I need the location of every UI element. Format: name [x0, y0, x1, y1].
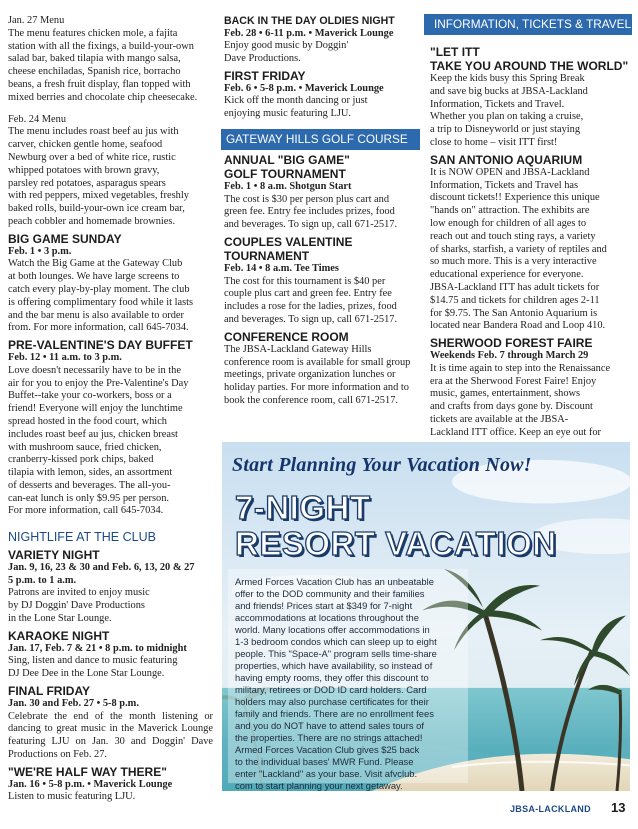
karaoke-night-title: KARAOKE NIGHT — [8, 628, 110, 643]
oldies-night-title: BACK IN THE DAY OLDIES NIGHT — [224, 15, 395, 27]
couples-valentine-meta: Feb. 14 • 8 a.m. Tee Times — [224, 262, 339, 274]
oldies-night-meta: Feb. 28 • 6-11 p.m. • Maverick Lounge — [224, 27, 394, 39]
big-game-golf-text: The cost is $30 per person plus cart and green fee. Entry fee includes prizes, food and beverages. To sign up, call 671-2517. — [224, 193, 398, 231]
half-way-meta: Jan. 16 • 5-8 p.m. • Maverick Lounge — [8, 778, 173, 790]
big-game-golf-meta: Feb. 1 • 8 a.m. Shotgun Start — [224, 180, 352, 192]
big-game-sunday-text: Watch the Big Game at the Gateway Club at both lounges. We have large screens to catch every play-by-play moment. The club is offering complimentary food while it lasts and the bar menu is also available to order from. For more information, call 645-7034. — [8, 258, 194, 334]
ad-title-line1: 7-NIGHT — [235, 489, 371, 526]
menu-jan27-text: The menu features chicken mole, a fajita station with all the fixings, a build-your-own salad bar, baked tilapia with mango salsa, cheese enchiladas, Spanish rice, borracho beans, a fresh fruit display, flan topped with mixed berries and chocolate chip cheesecake. — [8, 27, 198, 103]
pre-valentines-text: Love doesn't necessarily have to be in the air for you to enjoy the Pre-Valentine's Day Buffet--take your co-workers, boss or a friend! Everyone will enjoy the lunchtime spread hosted in the food court, which includes roast beef au jus, chicken breast with mushroom sauce, fried chicken, cranberry-kissed pork chips, baked tilapia with lemon, sides, an assortment of desserts and beverages. The all-you- can-eat lunch is only $9.95 per person. For more information, call 645-7034. — [8, 364, 189, 517]
variety-night-meta: Jan. 9, 16, 23 & 30 and Feb. 6, 13, 20 & 27 5 p.m. to 1 a.m. — [8, 562, 195, 586]
sherwood-faire-meta: Weekends Feb. 7 through March 29 — [430, 350, 589, 362]
golf-course-banner: GATEWAY HILLS GOLF COURSE — [221, 129, 420, 150]
menu-feb24-heading: Feb. 24 Menu — [8, 113, 67, 125]
let-itt-text: Keep the kids busy this Spring Break and save big bucks at JBSA-Lackland Information, Tickets and Travel. Whether you plan on taking a cruise, a trip to Disneyworld or just staying close to home – visit ITT first! — [430, 73, 588, 148]
half-way-title: "WE'RE HALF WAY THERE" — [8, 764, 167, 779]
karaoke-night-text: Sing, listen and dance to music featuring DJ Dee Dee in the Lone Star Lounge. — [8, 655, 178, 680]
conference-room-text: The JBSA-Lackland Gateway Hills conference room is available for small group meetings, private organization lunches or holiday parties. For more information and to book the conference room, call 671-2517. — [224, 343, 411, 406]
sherwood-faire-title: SHERWOOD FOREST FAIRE — [430, 336, 593, 351]
final-friday-meta: Jan. 30 and Feb. 27 • 5-8 p.m. — [8, 698, 139, 710]
first-friday-text: Kick off the month dancing or just enjoying music featuring LJU. — [224, 95, 368, 120]
half-way-text: Listen to music featuring LJU. — [8, 791, 136, 803]
column-dining-nightlife — [8, 15, 213, 804]
let-itt-title: "LET ITT TAKE YOU AROUND THE WORLD" — [430, 45, 629, 73]
column-golf — [224, 15, 420, 408]
aquarium-text: It is NOW OPEN and JBSA-Lackland Information, Tickets and Travel has discount tickets!! Experience this unique "hands on" attraction. The exhibits are low enough for children of all ages to reach out and touch sting rays, a variety of sharks, starfish, a variety of reptiles and so much more. This is a very interactive educational experience for everyone. JBSA-Lackland ITT has adult tickets for $14.75 and tickets for children ages 2-11 for $9.75. The San Antonio Aquarium is located near Bandera Road and Loop 410. — [430, 166, 607, 332]
first-friday-title: FIRST FRIDAY — [224, 68, 306, 83]
final-friday-text: Celebrate the end of the month listening or dancing to great music in the Maverick Lounge featuring LJU on Jan. 30 and Doggin' Dave Productions on Feb. 27. — [8, 710, 213, 761]
ad-tagline: Start Planning Your Vacation Now! — [232, 454, 532, 476]
vacation-club-ad — [222, 439, 630, 791]
menu-jan27-heading: Jan. 27 Menu — [8, 15, 65, 26]
info-tickets-travel-banner: INFORMATION, TICKETS & TRAVEL — [424, 14, 632, 35]
nightlife-section-title: NIGHTLIFE AT THE CLUB — [8, 530, 156, 545]
oldies-night-text: Enjoy good music by Doggin' Dave Productions. — [224, 40, 349, 64]
karaoke-night-meta: Jan. 17, Feb. 7 & 21 • 8 p.m. to midnight — [8, 642, 187, 654]
pre-valentines-title: PRE-VALENTINE'S DAY BUFFET — [8, 338, 193, 353]
variety-night-title: VARIETY NIGHT — [8, 548, 100, 563]
aquarium-title: SAN ANTONIO AQUARIUM — [430, 152, 583, 167]
sherwood-faire-text: It is time again to step into the Renaissance era at the Sherwood Forest Faire! Enjoy music, games, entertainment, shows and crafts from days gone by. Discount tickets are available at the JBSA- Lackland ITT office. Keep an eye out for — [430, 362, 611, 438]
first-friday-meta: Feb. 6 • 5-8 p.m. • Maverick Lounge — [224, 82, 384, 94]
couples-valentine-text: The cost for this tournament is $40 per couple plus cart and green fee. Entry fee includes a rose for the ladies, prizes, food and beverages. To sign up, call 671-2517. — [224, 275, 398, 325]
final-friday-title: FINAL FRIDAY — [8, 684, 91, 699]
big-game-sunday-title: BIG GAME SUNDAY — [8, 231, 122, 246]
menu-feb24-text: The menu includes roast beef au jus with carver, chicken gentle home, seafood Newburg over a bed of white rice, rustic whipped potatoes with brown gravy, parsley red potatoes, asparagus spears with red peppers, mixed vegetables, freshly baked rolls, build-your-own ice cream bar, peach cobbler and homemade brownies. — [8, 126, 189, 227]
variety-night-text: Patrons are invited to enjoy music by DJ Doggin' Dave Productions in the Lone Star Lounge. — [8, 587, 150, 625]
footer-label: JBSA-LACKLAND — [510, 804, 591, 814]
ad-body-text: Armed Forces Vacation Club has an unbeatable offer to the DOD community and their families and friends! Prices start at $349 for 7-night accommodations at locations throughout the world. Many locations offer accommodations in 1-3 bedroom condos which can sleep up to eight people. This "Space-A" program sells time-share properties, which have availability, so instead of having empty rooms, they offer this discount to military, retirees or DOD ID card holders. Card holders may also purchase certificates for their family and friends. There are no enrollment fees and you do NOT have to attend sales tours of the properties. There are no strings attached! Armed Forces Vacation Club gives $25 back to the individual bases' MWR Fund. Please enter "Lackland" as your base. Visit afvclub. com to start planning your next getaway. — [235, 576, 437, 791]
ad-title-line2: RESORT VACATION — [235, 525, 557, 562]
conference-room-title: CONFERENCE ROOM — [224, 329, 349, 344]
page-number: 13 — [611, 800, 626, 815]
big-game-golf-title: ANNUAL "BIG GAME" GOLF TOURNAMENT — [224, 152, 350, 181]
couples-valentine-title: COUPLES VALENTINE TOURNAMENT — [224, 234, 353, 263]
big-game-sunday-meta: Feb. 1 • 3 p.m. — [8, 245, 72, 257]
column-itt — [430, 42, 630, 452]
pre-valentines-meta: Feb. 12 • 11 a.m. to 3 p.m. — [8, 352, 122, 364]
